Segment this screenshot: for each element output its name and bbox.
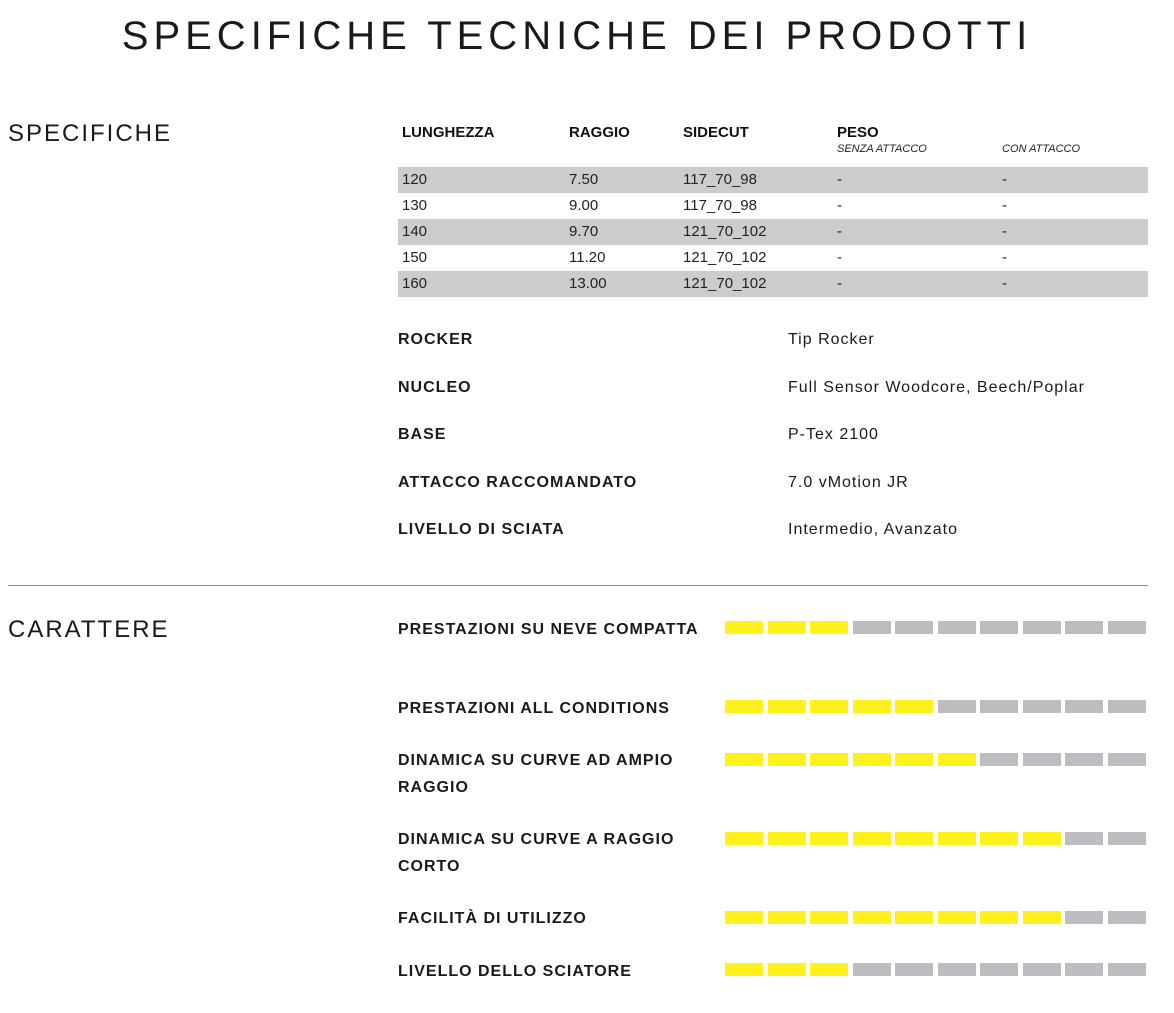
property-base <box>398 426 1148 450</box>
rating-segment-filled <box>725 832 763 845</box>
cell-weight-without: - <box>837 249 842 266</box>
property-value: Intermedio, Avanzato <box>788 521 959 538</box>
rating-segment-empty <box>1108 911 1146 924</box>
rating-segment-empty <box>1065 753 1103 766</box>
header-sidecut: SIDECUT <box>683 124 749 141</box>
cell-weight-with: - <box>1002 275 1007 292</box>
rating-segment-filled <box>768 700 806 713</box>
rating-segment-filled <box>980 911 1018 924</box>
cell-sidecut: 117_70_98 <box>683 171 757 188</box>
rating-segment-empty <box>853 621 891 634</box>
rating-segment-filled <box>810 621 848 634</box>
specs-section-title: SPECIFICHE <box>8 120 173 147</box>
rating-segment-filled <box>1023 832 1061 845</box>
rating-segment-filled <box>853 700 891 713</box>
cell-length: 160 <box>402 275 428 292</box>
rating-segment-filled <box>810 753 848 766</box>
rating-segment-empty <box>938 621 976 634</box>
rating-segment-filled <box>853 911 891 924</box>
cell-weight-without: - <box>837 171 842 188</box>
rating-segment-empty <box>980 963 1018 976</box>
rating-segment-empty <box>1108 832 1146 845</box>
rating-label: LIVELLO DELLO SCIATORE <box>398 963 632 980</box>
rating-label: PRESTAZIONI SU NEVE COMPATTA <box>398 621 699 638</box>
header-length: LUNGHEZZA <box>402 124 495 141</box>
header-weight-with-binding: CON ATTACCO <box>1002 143 1081 155</box>
rating-segment-empty <box>1065 832 1103 845</box>
property-label: ATTACCO RACCOMANDATO <box>398 474 638 491</box>
rating-segment-filled <box>810 832 848 845</box>
property-rocker <box>398 331 1148 355</box>
rating-segment-empty <box>895 963 933 976</box>
rating-segment-filled <box>768 911 806 924</box>
rating-segment-filled <box>853 753 891 766</box>
rating-segment-empty <box>1065 621 1103 634</box>
rating-segment-filled <box>938 911 976 924</box>
rating-segment-filled <box>938 832 976 845</box>
rating-label: PRESTAZIONI ALL CONDITIONS <box>398 700 670 717</box>
rating-label: DINAMICA SU CURVE AD AMPIO RAGGIO <box>398 752 674 796</box>
rating-segment-filled <box>810 700 848 713</box>
table-row <box>398 193 1148 219</box>
cell-length: 150 <box>402 249 428 266</box>
table-row <box>398 271 1148 297</box>
cell-sidecut: 121_70_102 <box>683 249 767 266</box>
rating-segment-empty <box>1108 700 1146 713</box>
rating-segment-filled <box>725 963 763 976</box>
rating-segment-filled <box>895 700 933 713</box>
table-row <box>398 219 1148 245</box>
rating-segment-empty <box>1108 621 1146 634</box>
rating-segment-filled <box>895 753 933 766</box>
rating-segment-empty <box>895 621 933 634</box>
rating-segment-filled <box>768 832 806 845</box>
cell-length: 140 <box>402 223 428 240</box>
rating-segment-empty <box>980 753 1018 766</box>
page-title: SPECIFICHE TECNICHE DEI PRODOTTI <box>121 14 1033 58</box>
rating-segment-empty <box>853 963 891 976</box>
rating-segment-empty <box>980 621 1018 634</box>
cell-sidecut: 121_70_102 <box>683 275 767 292</box>
header-weight: PESO <box>837 124 879 141</box>
rating-segment-empty <box>938 700 976 713</box>
rating-segment-filled <box>1023 911 1061 924</box>
rating-segment-filled <box>768 621 806 634</box>
property-label: NUCLEO <box>398 379 472 396</box>
rating-segment-empty <box>1065 911 1103 924</box>
property-skill-level <box>398 521 1148 545</box>
rating-bar <box>725 911 1148 924</box>
rating-segment-filled <box>768 963 806 976</box>
table-header <box>398 124 1148 167</box>
cell-radius: 7.50 <box>569 171 599 188</box>
cell-length: 130 <box>402 197 428 214</box>
rating-bar <box>725 753 1148 766</box>
property-value: P-Tex 2100 <box>788 426 879 443</box>
rating-bar <box>725 832 1148 845</box>
rating-segment-filled <box>725 700 763 713</box>
section-divider <box>8 585 1148 586</box>
property-core <box>398 379 1148 403</box>
cell-weight-with: - <box>1002 197 1007 214</box>
rating-segment-empty <box>1023 753 1061 766</box>
character-section-title: CARATTERE <box>8 616 170 643</box>
property-label: ROCKER <box>398 331 474 348</box>
table-row <box>398 245 1148 271</box>
rating-segment-empty <box>1023 621 1061 634</box>
property-label: BASE <box>398 426 447 443</box>
cell-length: 120 <box>402 171 428 188</box>
cell-weight-with: - <box>1002 223 1007 240</box>
header-radius: RAGGIO <box>569 124 630 141</box>
rating-segment-filled <box>938 753 976 766</box>
cell-radius: 13.00 <box>569 275 607 292</box>
rating-label: FACILITÀ DI UTILIZZO <box>398 910 587 927</box>
cell-radius: 11.20 <box>569 249 606 266</box>
rating-segment-empty <box>1108 963 1146 976</box>
rating-segment-empty <box>1065 963 1103 976</box>
cell-weight-without: - <box>837 275 842 292</box>
rating-segment-filled <box>895 911 933 924</box>
rating-segment-filled <box>980 832 1018 845</box>
cell-sidecut: 117_70_98 <box>683 197 757 214</box>
rating-segment-filled <box>853 832 891 845</box>
rating-segment-empty <box>938 963 976 976</box>
rating-segment-empty <box>980 700 1018 713</box>
rating-segment-filled <box>810 911 848 924</box>
cell-sidecut: 121_70_102 <box>683 223 767 240</box>
cell-weight-with: - <box>1002 249 1007 266</box>
rating-segment-filled <box>895 832 933 845</box>
rating-segment-filled <box>768 753 806 766</box>
rating-bar <box>725 700 1148 713</box>
rating-segment-filled <box>810 963 848 976</box>
cell-weight-without: - <box>837 197 842 214</box>
rating-segment-filled <box>725 753 763 766</box>
property-label: LIVELLO DI SCIATA <box>398 521 565 538</box>
rating-segment-empty <box>1065 700 1103 713</box>
rating-segment-filled <box>725 911 763 924</box>
specs-table <box>398 124 1148 297</box>
property-value: 7.0 vMotion JR <box>788 474 909 491</box>
rating-segment-empty <box>1023 700 1061 713</box>
property-value: Tip Rocker <box>788 331 875 348</box>
property-binding <box>398 474 1148 498</box>
property-value: Full Sensor Woodcore, Beech/Poplar <box>788 379 1085 396</box>
table-row <box>398 167 1148 193</box>
cell-weight-without: - <box>837 223 842 240</box>
header-weight-without-binding: SENZA ATTACCO <box>837 143 927 155</box>
rating-bar <box>725 621 1148 634</box>
cell-radius: 9.00 <box>569 197 599 214</box>
cell-radius: 9.70 <box>569 223 599 240</box>
rating-bar <box>725 963 1148 976</box>
rating-segment-empty <box>1108 753 1146 766</box>
cell-weight-with: - <box>1002 171 1007 188</box>
rating-segment-filled <box>725 621 763 634</box>
rating-label: DINAMICA SU CURVE A RAGGIO CORTO <box>398 831 675 875</box>
rating-segment-empty <box>1023 963 1061 976</box>
